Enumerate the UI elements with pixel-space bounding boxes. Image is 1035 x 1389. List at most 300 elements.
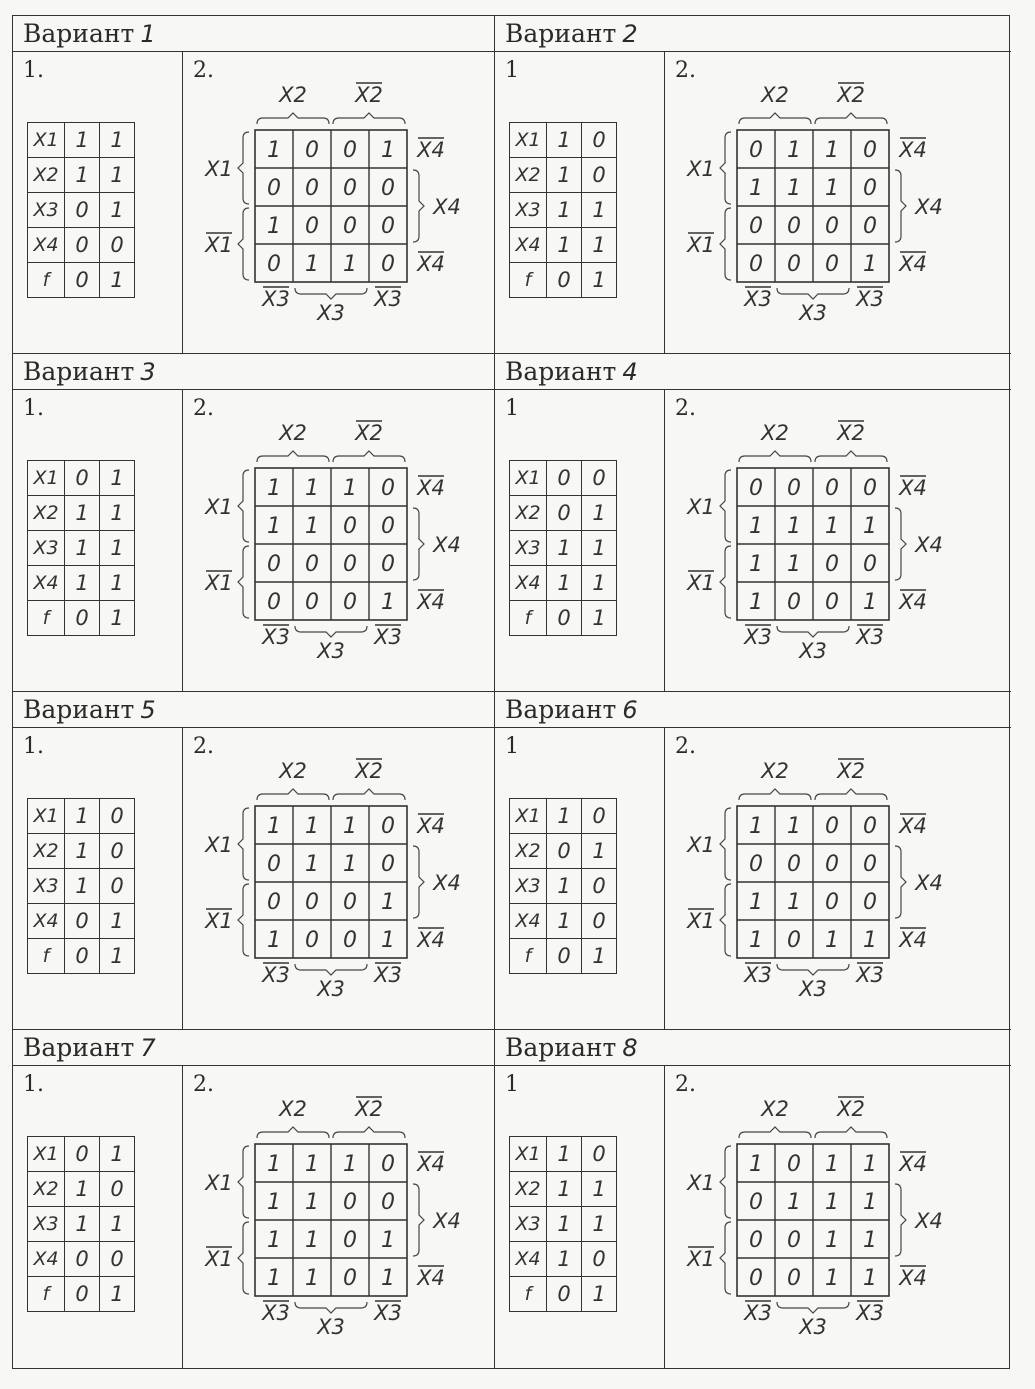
kmap-cell: 1 <box>787 176 801 201</box>
kmap-cell: 0 <box>825 852 839 877</box>
kmap-cell: 1 <box>305 852 319 877</box>
kmap-label-x2: X2 <box>761 83 789 107</box>
kmap-label-x1-bar: X1 <box>205 909 233 933</box>
truth-table-row <box>510 799 617 834</box>
variant-body <box>13 728 494 1029</box>
kmap-brace <box>720 208 731 280</box>
kmap-cell: 1 <box>305 814 319 839</box>
kmap-cell: 1 <box>381 1266 395 1291</box>
truth-table-row <box>28 496 135 531</box>
kmap-cell: 1 <box>825 1152 839 1177</box>
kmap-cell: 0 <box>305 214 319 239</box>
kmap-label-x3-bar-left: X3 <box>262 287 290 311</box>
kmap-cell: 0 <box>343 1266 357 1291</box>
truth-table-var: X4 <box>510 904 547 939</box>
task1-cell <box>13 728 183 1029</box>
truth-table-cell: 0 <box>582 461 617 496</box>
kmap-brace <box>720 1146 731 1218</box>
kmap-label-x2: X2 <box>761 759 789 783</box>
truth-table-cell: 0 <box>65 193 100 228</box>
truth-table <box>27 798 135 974</box>
truth-table-var: X4 <box>510 228 547 263</box>
truth-table-cell: 0 <box>65 263 100 298</box>
truth-table-row <box>510 158 617 193</box>
kmap-cell: 0 <box>787 214 801 239</box>
truth-table-cell: 1 <box>100 496 135 531</box>
kmap-cell: 0 <box>787 476 801 501</box>
kmap-cell: 0 <box>267 252 281 277</box>
truth-table-row <box>28 1207 135 1242</box>
variant-header <box>495 1030 1011 1066</box>
truth-table <box>27 1136 135 1312</box>
truth-table-row <box>28 228 135 263</box>
kmap-cell: 0 <box>825 252 839 277</box>
kmap-brace <box>720 132 731 204</box>
truth-table-var: X3 <box>28 869 65 904</box>
kmap-cell: 0 <box>267 890 281 915</box>
kmap-cell: 0 <box>749 1228 763 1253</box>
truth-table-cell: 1 <box>547 1137 582 1172</box>
task1-label: 1. <box>23 58 44 83</box>
truth-table-var: f <box>28 939 65 974</box>
truth-table-row <box>28 799 135 834</box>
kmap-label-x1-bar: X1 <box>687 571 715 595</box>
truth-table-row <box>510 939 617 974</box>
truth-table-cell: 1 <box>100 531 135 566</box>
kmap-label-x4-bar-top: X4 <box>417 138 445 162</box>
kmap-label-x3: X3 <box>317 1315 345 1339</box>
kmap-cell: 1 <box>305 514 319 539</box>
truth-table-var: X2 <box>510 834 547 869</box>
truth-table-cell: 1 <box>582 496 617 531</box>
kmap-cell: 0 <box>343 590 357 615</box>
kmap-cell: 1 <box>305 1190 319 1215</box>
truth-table-row <box>510 193 617 228</box>
truth-table-cell: 1 <box>582 228 617 263</box>
truth-table-cell: 0 <box>100 869 135 904</box>
kmap-label-x2: X2 <box>279 83 307 107</box>
kmap-cell: 0 <box>863 214 877 239</box>
kmap-brace <box>238 808 249 880</box>
kmap-cell: 0 <box>267 590 281 615</box>
truth-table-cell: 1 <box>582 1207 617 1242</box>
kmap-cell: 1 <box>825 138 839 163</box>
kmap-cell: 1 <box>787 552 801 577</box>
kmap-cell: 0 <box>825 590 839 615</box>
truth-table-cell: 1 <box>65 834 100 869</box>
kmap-cell: 1 <box>863 1190 877 1215</box>
task1-label: 1. <box>23 1072 44 1097</box>
kmap-cell: 0 <box>863 852 877 877</box>
truth-table-row <box>510 1207 617 1242</box>
kmap-label-x4-bar-top: X4 <box>899 138 927 162</box>
truth-table-cell: 0 <box>65 1277 100 1312</box>
truth-table-row <box>28 123 135 158</box>
karnaugh-map <box>665 1066 975 1366</box>
task2-label: 2. <box>193 58 214 83</box>
truth-table-cell: 0 <box>65 228 100 263</box>
truth-table-var: X2 <box>510 1172 547 1207</box>
kmap-cell: 0 <box>787 852 801 877</box>
task1-label: 1 <box>505 1072 519 1097</box>
karnaugh-map <box>183 728 493 1028</box>
kmap-label-x3-bar-left: X3 <box>262 963 290 987</box>
kmap-label-x1-bar: X1 <box>687 909 715 933</box>
kmap-cell: 0 <box>343 1190 357 1215</box>
kmap-label-x3: X3 <box>799 301 827 325</box>
kmap-label-x1: X1 <box>687 157 715 181</box>
task2-cell <box>183 728 494 1029</box>
truth-table-cell: 1 <box>582 531 617 566</box>
karnaugh-map <box>665 52 975 352</box>
variant-block <box>13 692 495 1030</box>
truth-table-var: X3 <box>510 531 547 566</box>
kmap-cell: 0 <box>749 252 763 277</box>
truth-table-row <box>510 263 617 298</box>
truth-table-cell: 0 <box>547 939 582 974</box>
kmap-cell: 1 <box>267 514 281 539</box>
kmap-brace <box>238 132 249 204</box>
kmap-cell: 0 <box>787 1152 801 1177</box>
truth-table-row <box>28 869 135 904</box>
task1-cell <box>13 52 183 353</box>
truth-table-var: X3 <box>28 1207 65 1242</box>
kmap-cell: 1 <box>343 814 357 839</box>
kmap-cell: 0 <box>305 138 319 163</box>
kmap-label-x3: X3 <box>317 301 345 325</box>
truth-table-var: X3 <box>28 193 65 228</box>
kmap-brace <box>238 546 249 618</box>
kmap-label-x4-bar-bottom: X4 <box>899 590 927 614</box>
variant-block <box>495 354 1011 692</box>
truth-table-cell: 0 <box>582 1137 617 1172</box>
kmap-brace <box>895 508 906 580</box>
truth-table-var: X4 <box>28 228 65 263</box>
kmap-cell: 1 <box>267 814 281 839</box>
truth-table-row <box>28 1137 135 1172</box>
kmap-label-x3-bar-right: X3 <box>374 963 402 987</box>
kmap-label-x2-bar: X2 <box>355 83 383 107</box>
truth-table-cell: 0 <box>100 228 135 263</box>
kmap-cell: 0 <box>381 814 395 839</box>
task1-label: 1. <box>23 734 44 759</box>
variant-header <box>13 354 494 390</box>
kmap-label-x1: X1 <box>687 833 715 857</box>
truth-table-cell: 0 <box>582 1242 617 1277</box>
truth-table-var: X3 <box>510 193 547 228</box>
kmap-cell: 1 <box>749 814 763 839</box>
kmap-cell: 1 <box>863 514 877 539</box>
kmap-cell: 0 <box>343 514 357 539</box>
kmap-brace <box>777 1302 849 1313</box>
kmap-label-x4: X4 <box>433 533 461 557</box>
task2-label: 2. <box>193 1072 214 1097</box>
kmap-brace <box>739 789 811 800</box>
task1-cell <box>495 728 665 1029</box>
kmap-label-x1: X1 <box>205 495 233 519</box>
kmap-cell: 0 <box>863 552 877 577</box>
variant-number: 4 <box>622 358 638 386</box>
kmap-label-x4-bar-bottom: X4 <box>417 1266 445 1290</box>
truth-table-row <box>510 834 617 869</box>
kmap-brace <box>777 288 849 299</box>
kmap-cell: 1 <box>267 138 281 163</box>
kmap-brace <box>295 626 367 637</box>
kmap-label-x1-bar: X1 <box>205 233 233 257</box>
kmap-cell: 1 <box>825 176 839 201</box>
kmap-label-x4: X4 <box>433 195 461 219</box>
truth-table-cell: 1 <box>547 904 582 939</box>
kmap-cell: 1 <box>343 852 357 877</box>
kmap-cell: 0 <box>343 1228 357 1253</box>
kmap-cell: 1 <box>267 928 281 953</box>
truth-table-cell: 1 <box>65 1172 100 1207</box>
kmap-brace <box>895 1184 906 1256</box>
task2-cell <box>665 728 1011 1029</box>
kmap-cell: 0 <box>863 814 877 839</box>
truth-table-var: X2 <box>28 496 65 531</box>
kmap-brace <box>257 451 329 462</box>
kmap-brace <box>333 1127 405 1138</box>
task2-label: 2. <box>675 734 696 759</box>
karnaugh-map <box>665 390 975 690</box>
kmap-brace <box>895 846 906 918</box>
kmap-brace <box>720 470 731 542</box>
kmap-cell: 1 <box>825 514 839 539</box>
kmap-label-x4-bar-bottom: X4 <box>899 1266 927 1290</box>
task2-label: 2. <box>675 58 696 83</box>
kmap-label-x4-bar-top: X4 <box>417 1152 445 1176</box>
kmap-cell: 0 <box>863 476 877 501</box>
truth-table <box>27 460 135 636</box>
truth-table-cell: 1 <box>547 1242 582 1277</box>
variant-body <box>495 52 1011 353</box>
kmap-brace <box>295 964 367 975</box>
truth-table-var: X1 <box>510 123 547 158</box>
truth-table-row <box>510 601 617 636</box>
kmap-brace <box>257 789 329 800</box>
kmap-label-x2-bar: X2 <box>837 759 865 783</box>
kmap-brace <box>777 626 849 637</box>
truth-table-cell: 1 <box>547 566 582 601</box>
kmap-label-x3: X3 <box>799 639 827 663</box>
kmap-brace <box>238 208 249 280</box>
variant-header <box>495 16 1011 52</box>
kmap-cell: 0 <box>749 852 763 877</box>
kmap-label-x3-bar-right: X3 <box>856 625 884 649</box>
kmap-cell: 1 <box>863 1266 877 1291</box>
kmap-cell: 0 <box>381 1152 395 1177</box>
kmap-label-x4: X4 <box>915 195 943 219</box>
kmap-cell: 0 <box>305 890 319 915</box>
kmap-label-x4: X4 <box>433 1209 461 1233</box>
kmap-cell: 1 <box>863 590 877 615</box>
kmap-cell: 1 <box>267 1190 281 1215</box>
kmap-brace <box>720 1222 731 1294</box>
kmap-label-x1: X1 <box>205 1171 233 1195</box>
truth-table-cell: 0 <box>547 496 582 531</box>
truth-table-cell: 1 <box>100 461 135 496</box>
kmap-label-x2: X2 <box>761 1097 789 1121</box>
truth-table-cell: 1 <box>582 939 617 974</box>
truth-table-cell: 0 <box>547 461 582 496</box>
kmap-cell: 1 <box>825 1266 839 1291</box>
kmap-cell: 0 <box>305 928 319 953</box>
truth-table-row <box>28 193 135 228</box>
kmap-label-x4-bar-top: X4 <box>899 814 927 838</box>
kmap-cell: 1 <box>381 890 395 915</box>
kmap-label-x3-bar-left: X3 <box>262 1301 290 1325</box>
variant-block <box>495 692 1011 1030</box>
truth-table-cell: 1 <box>582 1172 617 1207</box>
truth-table-cell: 1 <box>100 1137 135 1172</box>
kmap-cell: 0 <box>305 552 319 577</box>
truth-table-var: X2 <box>28 158 65 193</box>
truth-table-var: X1 <box>28 1137 65 1172</box>
variant-number: 5 <box>140 696 156 724</box>
kmap-cell: 0 <box>381 552 395 577</box>
kmap-brace <box>295 1302 367 1313</box>
truth-table-cell: 1 <box>100 904 135 939</box>
truth-table-var: f <box>28 263 65 298</box>
kmap-cell: 0 <box>381 214 395 239</box>
truth-table-row <box>28 158 135 193</box>
truth-table-cell: 1 <box>582 263 617 298</box>
task1-cell <box>495 52 665 353</box>
truth-table-var: f <box>510 601 547 636</box>
kmap-label-x4-bar-bottom: X4 <box>899 252 927 276</box>
truth-table-row <box>28 566 135 601</box>
kmap-cell: 0 <box>343 214 357 239</box>
truth-table-cell: 1 <box>100 263 135 298</box>
truth-table-var: X1 <box>28 461 65 496</box>
kmap-label-x3-bar-right: X3 <box>856 963 884 987</box>
kmap-cell: 0 <box>343 176 357 201</box>
truth-table-row <box>510 566 617 601</box>
truth-table-row <box>510 1277 617 1312</box>
variant-title: Вариант <box>505 695 617 724</box>
variant-header <box>13 16 494 52</box>
truth-table-row <box>28 461 135 496</box>
truth-table-var: X1 <box>510 1137 547 1172</box>
kmap-cell: 1 <box>825 928 839 953</box>
kmap-cell: 1 <box>749 176 763 201</box>
task2-label: 2. <box>193 396 214 421</box>
kmap-cell: 0 <box>267 552 281 577</box>
kmap-cell: 0 <box>749 214 763 239</box>
kmap-cell: 0 <box>305 176 319 201</box>
variant-body <box>495 728 1011 1029</box>
truth-table-var: X1 <box>510 461 547 496</box>
kmap-cell: 1 <box>267 1266 281 1291</box>
truth-table-cell: 0 <box>547 263 582 298</box>
truth-table-var: f <box>28 1277 65 1312</box>
variant-number: 7 <box>140 1034 156 1062</box>
truth-table-cell: 0 <box>100 1242 135 1277</box>
kmap-label-x3-bar-right: X3 <box>856 287 884 311</box>
truth-table-var: X4 <box>510 566 547 601</box>
kmap-brace <box>238 1222 249 1294</box>
kmap-label-x4: X4 <box>915 533 943 557</box>
kmap-cell: 1 <box>749 514 763 539</box>
truth-table-var: f <box>510 939 547 974</box>
truth-table-row <box>510 1242 617 1277</box>
kmap-cell: 0 <box>749 1266 763 1291</box>
truth-table-row <box>510 496 617 531</box>
kmap-cell: 1 <box>305 1228 319 1253</box>
truth-table-cell: 1 <box>547 193 582 228</box>
kmap-cell: 1 <box>343 1152 357 1177</box>
kmap-cell: 0 <box>825 890 839 915</box>
variant-title: Вариант <box>23 695 135 724</box>
kmap-cell: 0 <box>787 1228 801 1253</box>
variant-title: Вариант <box>505 19 617 48</box>
task2-label: 2. <box>675 396 696 421</box>
kmap-cell: 0 <box>787 1266 801 1291</box>
kmap-label-x2-bar: X2 <box>355 1097 383 1121</box>
truth-table-cell: 1 <box>547 158 582 193</box>
truth-table-var: X2 <box>510 496 547 531</box>
truth-table-row <box>510 869 617 904</box>
kmap-label-x4: X4 <box>915 1209 943 1233</box>
kmap-cell: 0 <box>863 890 877 915</box>
task1-label: 1. <box>23 396 44 421</box>
kmap-label-x3-bar-right: X3 <box>856 1301 884 1325</box>
kmap-cell: 1 <box>787 138 801 163</box>
kmap-brace <box>257 1127 329 1138</box>
truth-table-cell: 0 <box>582 904 617 939</box>
kmap-label-x2-bar: X2 <box>355 759 383 783</box>
truth-table <box>509 1136 617 1312</box>
kmap-brace <box>295 288 367 299</box>
kmap-cell: 0 <box>381 1190 395 1215</box>
truth-table-row <box>28 531 135 566</box>
kmap-cell: 0 <box>863 138 877 163</box>
truth-table-cell: 0 <box>65 601 100 636</box>
kmap-brace <box>815 451 887 462</box>
truth-table-cell: 0 <box>582 158 617 193</box>
variant-body <box>495 390 1011 691</box>
variant-header <box>495 354 1011 390</box>
variant-block <box>13 16 495 354</box>
kmap-brace <box>413 170 424 242</box>
task2-cell <box>665 52 1011 353</box>
truth-table-var: f <box>28 601 65 636</box>
kmap-label-x4-bar-bottom: X4 <box>417 252 445 276</box>
truth-table-var: X1 <box>510 799 547 834</box>
kmap-cell: 0 <box>267 852 281 877</box>
kmap-cell: 0 <box>787 252 801 277</box>
variant-block <box>495 16 1011 354</box>
truth-table-cell: 1 <box>547 123 582 158</box>
kmap-brace <box>815 113 887 124</box>
kmap-brace <box>238 470 249 542</box>
kmap-label-x3: X3 <box>317 639 345 663</box>
kmap-cell: 1 <box>787 814 801 839</box>
variant-header <box>13 692 494 728</box>
kmap-label-x2-bar: X2 <box>837 421 865 445</box>
kmap-label-x3-bar-left: X3 <box>262 625 290 649</box>
kmap-cell: 0 <box>825 552 839 577</box>
variant-header <box>13 1030 494 1066</box>
kmap-cell: 0 <box>343 928 357 953</box>
variants-sheet <box>12 15 1010 1369</box>
truth-table <box>509 122 617 298</box>
kmap-cell: 0 <box>787 590 801 615</box>
kmap-cell: 1 <box>787 514 801 539</box>
kmap-cell: 0 <box>787 928 801 953</box>
kmap-cell: 0 <box>863 176 877 201</box>
